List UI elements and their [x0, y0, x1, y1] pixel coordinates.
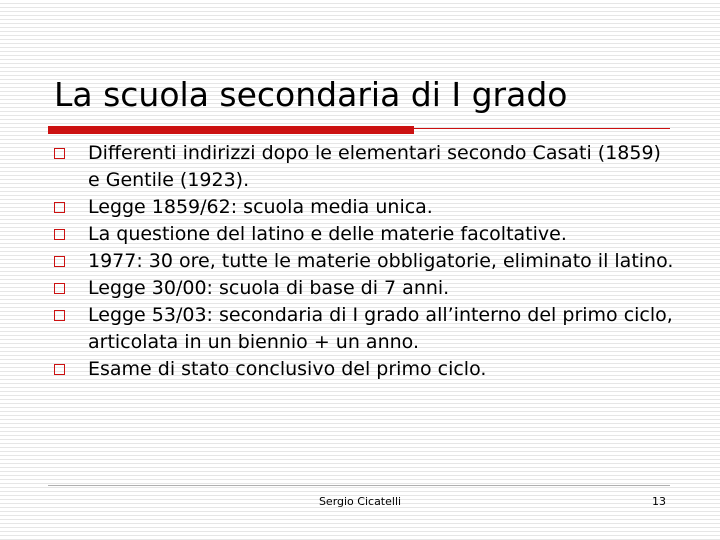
bullet-item — [54, 248, 674, 275]
title-underline — [48, 126, 670, 134]
hollow-square-icon — [54, 148, 65, 159]
bullet-item — [54, 302, 674, 356]
hollow-square-icon — [54, 283, 65, 294]
bullet-item — [54, 140, 674, 194]
title-accent-bar — [48, 126, 414, 134]
bullet-item — [54, 356, 674, 383]
bullet-text: Esame di stato conclusivo del primo ciclo. — [88, 358, 487, 380]
title-thin-rule — [414, 128, 670, 129]
hollow-square-icon — [54, 229, 65, 240]
slide-title: La scuola secondaria di I grado — [54, 75, 568, 114]
footer-author: Sergio Cicatelli — [318, 495, 402, 508]
hollow-square-icon — [54, 310, 65, 321]
hollow-square-icon — [54, 256, 65, 267]
bullet-text: 1977: 30 ore, tutte le materie obbligatorie, eliminato il latino. — [88, 250, 674, 272]
bullet-text: Legge 1859/62: scuola media unica. — [88, 196, 433, 218]
bullet-list — [54, 140, 674, 383]
bullet-text: Legge 30/00: scuola di base di 7 anni. — [88, 277, 450, 299]
bullet-text: La questione del latino e delle materie facoltative. — [88, 223, 567, 245]
hollow-square-icon — [54, 364, 65, 375]
bullet-item — [54, 194, 674, 221]
bullet-text: Differenti indirizzi dopo le elementari secondo Casati (1859) e Gentile (1923). — [88, 142, 661, 191]
page-number: 13 — [652, 495, 666, 508]
hollow-square-icon — [54, 202, 65, 213]
bullet-item — [54, 221, 674, 248]
bullet-item — [54, 275, 674, 302]
footer-divider — [48, 485, 670, 486]
bullet-text: Legge 53/03: secondaria di I grado all’interno del primo ciclo, articolata in un biennio + un anno. — [88, 304, 673, 353]
